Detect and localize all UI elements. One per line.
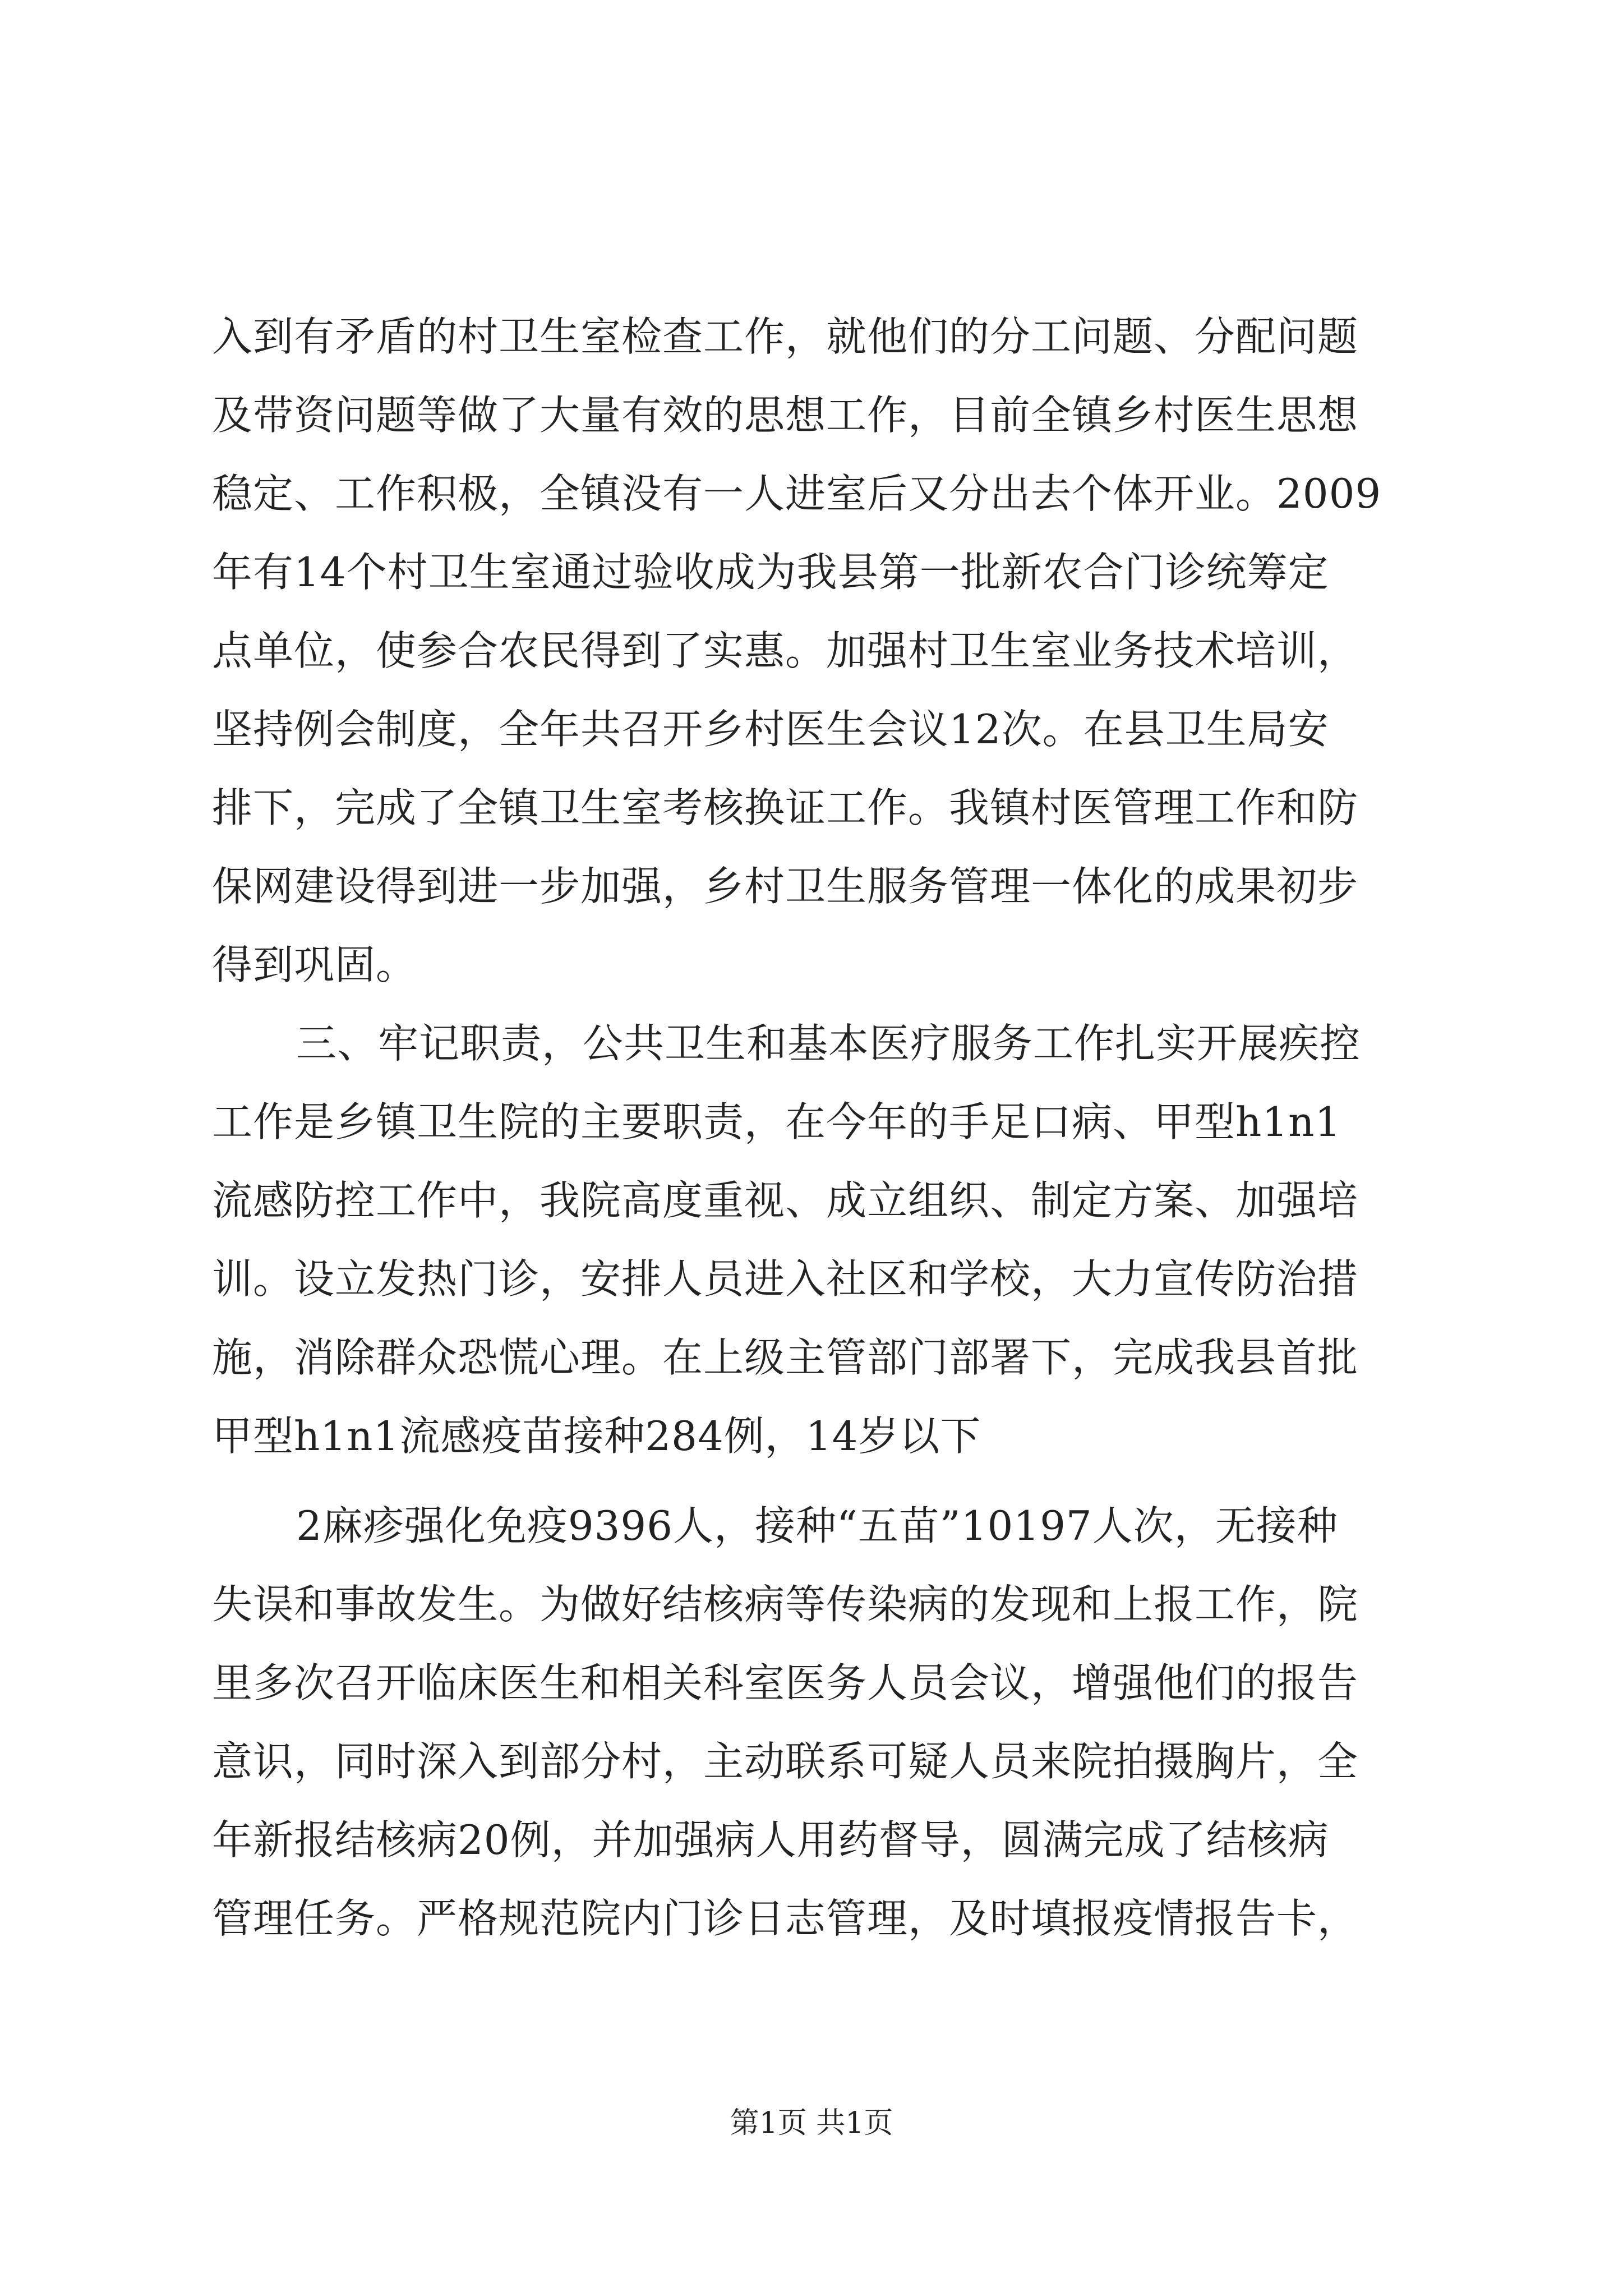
text-line-13: 训。设立发热门诊，安排人员进入社区和学校，大力宣传防治措 <box>212 1255 1359 1303</box>
text-line-19: 意识，同时深入到部分村，主动联系可疑人员来院拍摄胸片，全 <box>212 1738 1359 1785</box>
text-line-14: 施，消除群众恐慌心理。在上级主管部门部署下，完成我县首批 <box>212 1334 1359 1381</box>
text-line-4: 年有14个村卫生室通过验收成为我县第一批新农合门诊统筹定 <box>212 549 1329 596</box>
text-line-5: 点单位，使参合农民得到了实惠。加强村卫生室业务技术培训， <box>212 627 1359 674</box>
text-line-1: 入到有矛盾的村卫生室检查工作，就他们的分工问题、分配问题 <box>212 313 1359 360</box>
text-line-20: 年新报结核病20例，并加强病人用药督导，圆满完成了结核病 <box>212 1816 1329 1864</box>
text-line-18: 里多次召开临床医生和相关科室医务人员会议，增强他们的报告 <box>212 1659 1359 1706</box>
text-line-15: 甲型h1n1流感疫苗接种284例，14岁以下 <box>212 1412 981 1460</box>
page-footer: 第1页 共1页 <box>730 2106 893 2140</box>
text-line-9: 得到巩固。 <box>212 941 417 988</box>
text-line-8: 保网建设得到进一步加强，乡村卫生服务管理一体化的成果初步 <box>212 863 1359 910</box>
text-line-6: 坚持例会制度，全年共召开乡村医生会议12次。在县卫生局安 <box>212 706 1329 753</box>
text-line-10: 三、牢记职责，公共卫生和基本医疗服务工作扎实开展疾控 <box>296 1020 1361 1067</box>
text-line-3: 稳定、工作积极，全镇没有一人进室后又分出去个体开业。2009 <box>212 470 1382 517</box>
text-line-11: 工作是乡镇卫生院的主要职责，在今年的手足口病、甲型h1n1 <box>212 1098 1341 1145</box>
text-line-12: 流感防控工作中，我院高度重视、成立组织、制定方案、加强培 <box>212 1177 1359 1224</box>
text-line-2: 及带资问题等做了大量有效的思想工作，目前全镇乡村医生思想 <box>212 392 1359 439</box>
text-line-16: 2麻疹强化免疫9396人，接种“五苗”10197人次，无接种 <box>296 1502 1338 1549</box>
text-line-7: 排下，完成了全镇卫生室考核换证工作。我镇村医管理工作和防 <box>212 784 1359 831</box>
text-line-21: 管理任务。严格规范院内门诊日志管理，及时填报疫情报告卡， <box>212 1895 1359 1942</box>
text-line-17: 失误和事故发生。为做好结核病等传染病的发现和上报工作，院 <box>212 1581 1359 1628</box>
